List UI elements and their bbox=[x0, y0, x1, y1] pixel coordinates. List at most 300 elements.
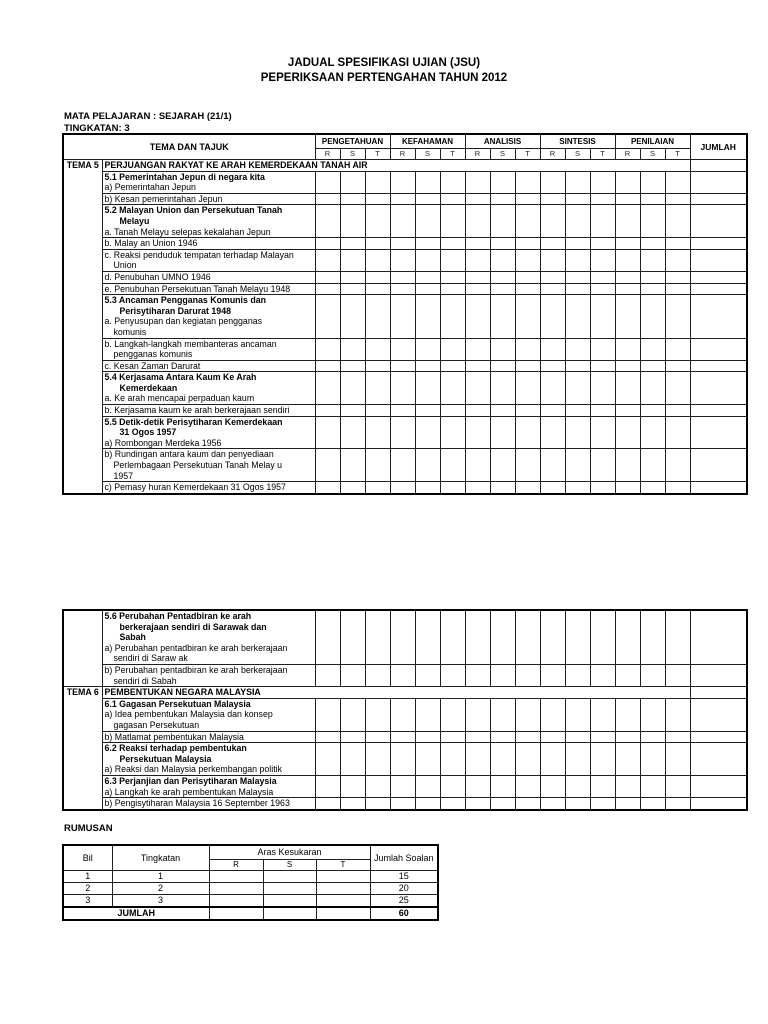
summary-cell bbox=[316, 883, 370, 895]
summary-cell bbox=[263, 871, 316, 883]
topic-line: 6.2 Reaksi terhadap pembentukan bbox=[104, 743, 247, 754]
score-cell bbox=[590, 449, 615, 482]
score-cell bbox=[515, 238, 540, 250]
score-cell bbox=[515, 743, 540, 776]
topic-cell bbox=[102, 482, 315, 494]
score-cell bbox=[465, 238, 490, 250]
topic-line: Union bbox=[113, 260, 137, 271]
score-cell bbox=[540, 360, 565, 372]
score-cell bbox=[490, 664, 515, 686]
score-cell bbox=[440, 405, 465, 417]
taxonomy-header: ANALISIS bbox=[465, 134, 540, 149]
taxonomy-header: KEFAHAMAN bbox=[390, 134, 465, 149]
score-cell bbox=[415, 664, 440, 686]
score-cell bbox=[640, 416, 665, 449]
score-cell bbox=[515, 731, 540, 743]
score-cell bbox=[615, 271, 640, 283]
difficulty-header: R bbox=[465, 149, 490, 160]
summary-cell: 25 bbox=[370, 895, 438, 908]
score-cell bbox=[415, 775, 440, 797]
score-cell bbox=[315, 664, 340, 686]
summary-total-row bbox=[63, 907, 438, 920]
summary-cell: 1 bbox=[63, 871, 112, 883]
score-cell bbox=[490, 360, 515, 372]
topic-row bbox=[63, 360, 747, 372]
topic-cell bbox=[102, 238, 315, 250]
score-cell bbox=[615, 171, 640, 193]
score-cell bbox=[390, 798, 415, 810]
score-cell bbox=[540, 238, 565, 250]
score-cell bbox=[515, 205, 540, 238]
score-cell bbox=[315, 193, 340, 205]
jumlah-cell bbox=[690, 249, 747, 271]
topic-cell bbox=[102, 798, 315, 810]
score-cell bbox=[465, 271, 490, 283]
score-cell bbox=[365, 798, 390, 810]
score-cell bbox=[565, 171, 590, 193]
difficulty-header: T bbox=[590, 149, 615, 160]
score-cell bbox=[415, 238, 440, 250]
score-cell bbox=[665, 205, 690, 238]
score-cell bbox=[640, 698, 665, 731]
score-cell bbox=[540, 271, 565, 283]
score-cell bbox=[340, 360, 365, 372]
topic-line: c. Kesan Zaman Darurat bbox=[104, 360, 201, 371]
score-cell bbox=[440, 249, 465, 271]
score-cell bbox=[515, 338, 540, 360]
topic-line: b. Malay an Union 1946 bbox=[104, 238, 198, 249]
score-cell bbox=[490, 416, 515, 449]
score-cell bbox=[640, 743, 665, 776]
topic-line: 6.3 Perjanjian dan Perisytiharan Malaysia bbox=[104, 775, 277, 786]
jumlah-soalan-header: Jumlah Soalan bbox=[370, 845, 438, 871]
score-cell bbox=[340, 283, 365, 295]
score-cell bbox=[465, 664, 490, 686]
score-cell bbox=[440, 271, 465, 283]
score-cell bbox=[465, 295, 490, 338]
score-cell bbox=[665, 295, 690, 338]
score-cell bbox=[665, 743, 690, 776]
difficulty-header: S bbox=[340, 149, 365, 160]
score-cell bbox=[465, 416, 490, 449]
score-cell bbox=[640, 360, 665, 372]
score-cell bbox=[540, 664, 565, 686]
topic-line: a. Ke arah mencapai perpaduan kaum bbox=[104, 393, 255, 404]
topic-line: sendiri di Saraw ak bbox=[113, 653, 188, 664]
score-cell bbox=[340, 338, 365, 360]
jumlah-cell bbox=[690, 205, 747, 238]
score-cell bbox=[340, 698, 365, 731]
score-cell bbox=[340, 743, 365, 776]
topic-line: a) Perubahan pentadbiran ke arah berkerajaan bbox=[104, 642, 288, 653]
score-cell bbox=[315, 775, 340, 797]
score-cell bbox=[340, 416, 365, 449]
difficulty-header: S bbox=[640, 149, 665, 160]
score-cell bbox=[640, 238, 665, 250]
score-cell bbox=[365, 698, 390, 731]
score-cell bbox=[365, 372, 390, 405]
topic-line: 31 Ogos 1957 bbox=[119, 427, 177, 438]
score-cell bbox=[540, 249, 565, 271]
topic-row bbox=[63, 283, 747, 295]
topic-cell bbox=[102, 360, 315, 372]
difficulty-header: R bbox=[540, 149, 565, 160]
subject-line: MATA PELAJARAN : SEJARAH (21/1) bbox=[64, 111, 232, 122]
score-cell bbox=[390, 249, 415, 271]
score-cell bbox=[315, 405, 340, 417]
score-cell bbox=[515, 416, 540, 449]
difficulty-header: S bbox=[565, 149, 590, 160]
topic-row bbox=[63, 731, 747, 743]
score-cell bbox=[540, 405, 565, 417]
score-cell bbox=[590, 731, 615, 743]
topic-row bbox=[63, 416, 747, 449]
summary-cell bbox=[209, 871, 263, 883]
score-cell bbox=[390, 193, 415, 205]
score-cell bbox=[465, 449, 490, 482]
score-cell bbox=[590, 610, 615, 664]
score-cell bbox=[640, 798, 665, 810]
score-cell bbox=[490, 295, 515, 338]
score-cell bbox=[365, 482, 390, 494]
score-cell bbox=[365, 664, 390, 686]
score-cell bbox=[315, 295, 340, 338]
score-cell bbox=[415, 372, 440, 405]
score-cell bbox=[340, 775, 365, 797]
taxonomy-header: PENILAIAN bbox=[615, 134, 690, 149]
topic-line: b) Pengisytiharan Malaysia 16 September 1963 bbox=[104, 798, 290, 809]
score-cell bbox=[590, 372, 615, 405]
score-cell bbox=[565, 743, 590, 776]
score-cell bbox=[415, 283, 440, 295]
topic-cell bbox=[102, 271, 315, 283]
topic-line: Perisytiharan Darurat 1948 bbox=[119, 305, 231, 316]
score-cell bbox=[540, 743, 565, 776]
score-cell bbox=[390, 449, 415, 482]
score-cell bbox=[640, 775, 665, 797]
score-cell bbox=[315, 449, 340, 482]
document-meta bbox=[64, 111, 232, 134]
score-cell bbox=[665, 249, 690, 271]
score-cell bbox=[315, 238, 340, 250]
score-cell bbox=[565, 482, 590, 494]
jumlah-cell bbox=[690, 171, 747, 193]
score-cell bbox=[565, 698, 590, 731]
score-cell bbox=[490, 249, 515, 271]
score-cell bbox=[590, 482, 615, 494]
jumlah-cell bbox=[690, 193, 747, 205]
score-cell bbox=[440, 171, 465, 193]
score-cell bbox=[465, 698, 490, 731]
score-cell bbox=[315, 698, 340, 731]
score-cell bbox=[315, 731, 340, 743]
score-cell bbox=[440, 372, 465, 405]
score-cell bbox=[390, 338, 415, 360]
score-cell bbox=[665, 238, 690, 250]
topic-row bbox=[63, 249, 747, 271]
summary-row bbox=[63, 883, 438, 895]
score-cell bbox=[390, 664, 415, 686]
score-cell bbox=[515, 249, 540, 271]
score-cell bbox=[390, 271, 415, 283]
score-cell bbox=[590, 205, 615, 238]
score-cell bbox=[540, 798, 565, 810]
tingkatan-header: Tingkatan bbox=[112, 845, 209, 871]
document-title bbox=[0, 56, 768, 86]
score-cell bbox=[565, 193, 590, 205]
section-title-cell bbox=[102, 160, 690, 172]
score-cell bbox=[440, 610, 465, 664]
score-cell bbox=[390, 610, 415, 664]
score-cell bbox=[590, 295, 615, 338]
score-cell bbox=[465, 798, 490, 810]
topic-line: pengganas komunis bbox=[113, 349, 193, 360]
jumlah-cell bbox=[690, 283, 747, 295]
score-cell bbox=[665, 482, 690, 494]
jumlah-cell bbox=[690, 405, 747, 417]
score-cell bbox=[315, 249, 340, 271]
score-cell bbox=[340, 731, 365, 743]
topic-cell bbox=[102, 743, 315, 776]
score-cell bbox=[515, 610, 540, 664]
score-cell bbox=[415, 731, 440, 743]
score-cell bbox=[665, 193, 690, 205]
topic-cell bbox=[102, 372, 315, 405]
jumlah-cell bbox=[690, 160, 747, 172]
score-cell bbox=[615, 449, 640, 482]
score-cell bbox=[440, 449, 465, 482]
topic-row bbox=[63, 775, 747, 797]
topic-cell bbox=[102, 610, 315, 664]
score-cell bbox=[540, 372, 565, 405]
score-cell bbox=[665, 360, 690, 372]
score-cell bbox=[315, 798, 340, 810]
score-cell bbox=[490, 205, 515, 238]
jumlah-cell bbox=[690, 743, 747, 776]
score-cell bbox=[440, 238, 465, 250]
topic-line: 5.3 Ancaman Pengganas Komunis dan bbox=[104, 295, 266, 306]
score-cell bbox=[315, 283, 340, 295]
topic-line: a) Pemerintahan Jepun bbox=[104, 182, 196, 193]
score-cell bbox=[465, 205, 490, 238]
difficulty-header: T bbox=[440, 149, 465, 160]
score-cell bbox=[565, 798, 590, 810]
score-cell bbox=[515, 360, 540, 372]
jumlah-cell bbox=[690, 449, 747, 482]
topic-row bbox=[63, 798, 747, 810]
score-cell bbox=[390, 372, 415, 405]
score-cell bbox=[465, 360, 490, 372]
score-cell bbox=[465, 405, 490, 417]
score-cell bbox=[365, 416, 390, 449]
score-cell bbox=[490, 449, 515, 482]
score-cell bbox=[515, 171, 540, 193]
score-cell bbox=[590, 775, 615, 797]
score-cell bbox=[390, 360, 415, 372]
jumlah-cell bbox=[690, 687, 747, 699]
score-cell bbox=[640, 271, 665, 283]
score-cell bbox=[665, 171, 690, 193]
score-cell bbox=[515, 482, 540, 494]
score-cell bbox=[390, 482, 415, 494]
score-cell bbox=[640, 482, 665, 494]
score-cell bbox=[315, 610, 340, 664]
score-cell bbox=[540, 698, 565, 731]
topic-cell bbox=[102, 698, 315, 731]
score-cell bbox=[440, 731, 465, 743]
score-cell bbox=[365, 283, 390, 295]
score-cell bbox=[340, 372, 365, 405]
topic-row bbox=[63, 295, 747, 338]
score-cell bbox=[440, 698, 465, 731]
score-cell bbox=[365, 249, 390, 271]
topic-line: berkerajaan sendiri di Sarawak dan bbox=[119, 621, 267, 632]
jumlah-cell bbox=[690, 238, 747, 250]
topic-line: d. Penubuhan UMNO 1946 bbox=[104, 271, 211, 282]
score-cell bbox=[490, 271, 515, 283]
score-cell bbox=[490, 193, 515, 205]
section-title-cell bbox=[102, 687, 690, 699]
score-cell bbox=[415, 360, 440, 372]
jumlah-cell bbox=[690, 295, 747, 338]
topic-row bbox=[63, 271, 747, 283]
topic-line: Sabah bbox=[119, 632, 146, 643]
score-cell bbox=[540, 482, 565, 494]
score-cell bbox=[640, 731, 665, 743]
score-cell bbox=[490, 405, 515, 417]
summary-cell: 3 bbox=[63, 895, 112, 908]
difficulty-r-header: R bbox=[209, 860, 263, 871]
tema-dan-tajuk-header: TEMA DAN TAJUK bbox=[63, 134, 315, 160]
score-cell bbox=[340, 238, 365, 250]
score-cell bbox=[390, 238, 415, 250]
score-cell bbox=[515, 775, 540, 797]
score-cell bbox=[515, 295, 540, 338]
score-cell bbox=[440, 482, 465, 494]
score-cell bbox=[565, 283, 590, 295]
score-cell bbox=[615, 610, 640, 664]
score-cell bbox=[465, 482, 490, 494]
score-cell bbox=[640, 405, 665, 417]
score-cell bbox=[540, 416, 565, 449]
difficulty-header: R bbox=[615, 149, 640, 160]
score-cell bbox=[465, 249, 490, 271]
topic-row bbox=[63, 171, 747, 193]
score-cell bbox=[415, 205, 440, 238]
topic-line: Perlembagaan Persekutuan Tanah Melay u bbox=[113, 460, 283, 471]
score-cell bbox=[615, 249, 640, 271]
score-cell bbox=[390, 698, 415, 731]
score-cell bbox=[665, 271, 690, 283]
score-cell bbox=[565, 295, 590, 338]
score-cell bbox=[615, 775, 640, 797]
score-cell bbox=[640, 205, 665, 238]
score-cell bbox=[365, 193, 390, 205]
score-cell bbox=[440, 743, 465, 776]
jumlah-cell bbox=[690, 372, 747, 405]
section-title-row bbox=[63, 687, 747, 699]
score-cell bbox=[590, 360, 615, 372]
score-cell bbox=[465, 338, 490, 360]
score-cell bbox=[490, 372, 515, 405]
score-cell bbox=[365, 271, 390, 283]
score-cell bbox=[540, 171, 565, 193]
topic-line: PEMBENTUKAN NEGARA MALAYSIA bbox=[104, 687, 261, 698]
score-cell bbox=[665, 283, 690, 295]
jumlah-cell bbox=[690, 482, 747, 494]
topic-cell bbox=[102, 249, 315, 271]
topic-line: 5.5 Detik-detik Perisytiharan Kemerdekaan bbox=[104, 416, 283, 427]
jumlah-cell bbox=[690, 416, 747, 449]
score-cell bbox=[640, 449, 665, 482]
topic-line: a) Idea pembentukan Malaysia dan konsep bbox=[104, 709, 273, 720]
difficulty-header: R bbox=[315, 149, 340, 160]
score-cell bbox=[490, 482, 515, 494]
topic-row bbox=[63, 372, 747, 405]
score-cell bbox=[590, 283, 615, 295]
topic-line: 5.6 Perubahan Pentadbiran ke arah bbox=[104, 611, 252, 621]
score-cell bbox=[565, 610, 590, 664]
score-cell bbox=[415, 449, 440, 482]
summary-cell bbox=[316, 907, 370, 920]
score-cell bbox=[590, 698, 615, 731]
score-cell bbox=[590, 193, 615, 205]
rumusan-heading: RUMUSAN bbox=[64, 823, 113, 834]
taxonomy-header: SINTESIS bbox=[540, 134, 615, 149]
score-cell bbox=[540, 449, 565, 482]
summary-cell: 3 bbox=[112, 895, 209, 908]
score-cell bbox=[465, 775, 490, 797]
score-cell bbox=[640, 249, 665, 271]
topic-line: Persekutuan Malaysia bbox=[119, 753, 212, 764]
topic-line: e. Penubuhan Persekutuan Tanah Melayu 1948 bbox=[104, 283, 291, 294]
topic-cell bbox=[102, 193, 315, 205]
score-cell bbox=[390, 743, 415, 776]
score-cell bbox=[665, 775, 690, 797]
score-cell bbox=[415, 193, 440, 205]
summary-row bbox=[63, 895, 438, 908]
topic-row bbox=[63, 193, 747, 205]
topic-line: a) Rombongan Merdeka 1956 bbox=[104, 437, 222, 448]
topic-cell bbox=[102, 731, 315, 743]
score-cell bbox=[390, 171, 415, 193]
score-cell bbox=[590, 238, 615, 250]
score-cell bbox=[415, 416, 440, 449]
score-cell bbox=[490, 698, 515, 731]
score-cell bbox=[515, 698, 540, 731]
score-cell bbox=[340, 171, 365, 193]
topic-line: sendiri di Sabah bbox=[113, 675, 177, 686]
score-cell bbox=[565, 416, 590, 449]
score-cell bbox=[540, 295, 565, 338]
jumlah-cell bbox=[690, 271, 747, 283]
difficulty-t-header: T bbox=[316, 860, 370, 871]
score-cell bbox=[590, 171, 615, 193]
summary-cell: 1 bbox=[112, 871, 209, 883]
score-cell bbox=[465, 731, 490, 743]
jumlah-cell bbox=[690, 731, 747, 743]
bil-header: Bil bbox=[63, 845, 112, 871]
score-cell bbox=[415, 610, 440, 664]
topic-row bbox=[63, 338, 747, 360]
topic-cell bbox=[102, 405, 315, 417]
topic-line: c. Reaksi penduduk tempatan terhadap Malayan bbox=[104, 249, 294, 260]
score-cell bbox=[590, 338, 615, 360]
score-cell bbox=[440, 775, 465, 797]
score-cell bbox=[665, 338, 690, 360]
score-cell bbox=[515, 405, 540, 417]
score-cell bbox=[540, 205, 565, 238]
